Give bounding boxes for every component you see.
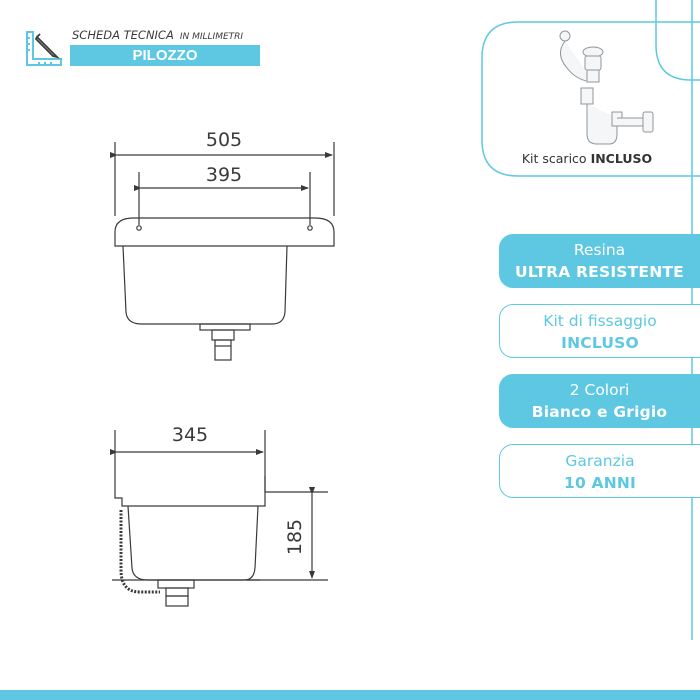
kit-caption: Kit scarico INCLUSO	[521, 151, 653, 166]
feature-line2: INCLUSO	[561, 334, 639, 352]
feature-line2: Bianco e Grigio	[531, 403, 668, 421]
side-view	[112, 430, 328, 606]
feature-badge-warranty	[499, 444, 700, 498]
dim-height: 185	[284, 518, 306, 556]
dim-hole-spacing: 395	[205, 164, 243, 186]
feature-line1: Garanzia	[565, 452, 635, 470]
dim-top-width: 505	[205, 129, 243, 151]
feature-badge-fixing-kit	[499, 304, 700, 358]
product-name: PILOZZO	[70, 45, 260, 66]
feature-line2: 10 ANNI	[563, 474, 637, 492]
feature-badge-colors	[499, 374, 700, 428]
feature-line1: 2 Colori	[569, 381, 630, 399]
drain-kit-icon	[545, 26, 665, 151]
feature-line2: ULTRA RESISTENTE	[515, 263, 684, 281]
feature-line1: Resina	[573, 241, 626, 259]
sheet-title: SCHEDA TECNICA IN MILLIMETRI	[72, 28, 244, 42]
feature-line1: Kit di fissaggio	[543, 312, 657, 330]
bottom-accent-bar	[0, 690, 700, 700]
feature-badge-material	[499, 234, 700, 288]
dim-side-depth: 345	[171, 424, 209, 446]
